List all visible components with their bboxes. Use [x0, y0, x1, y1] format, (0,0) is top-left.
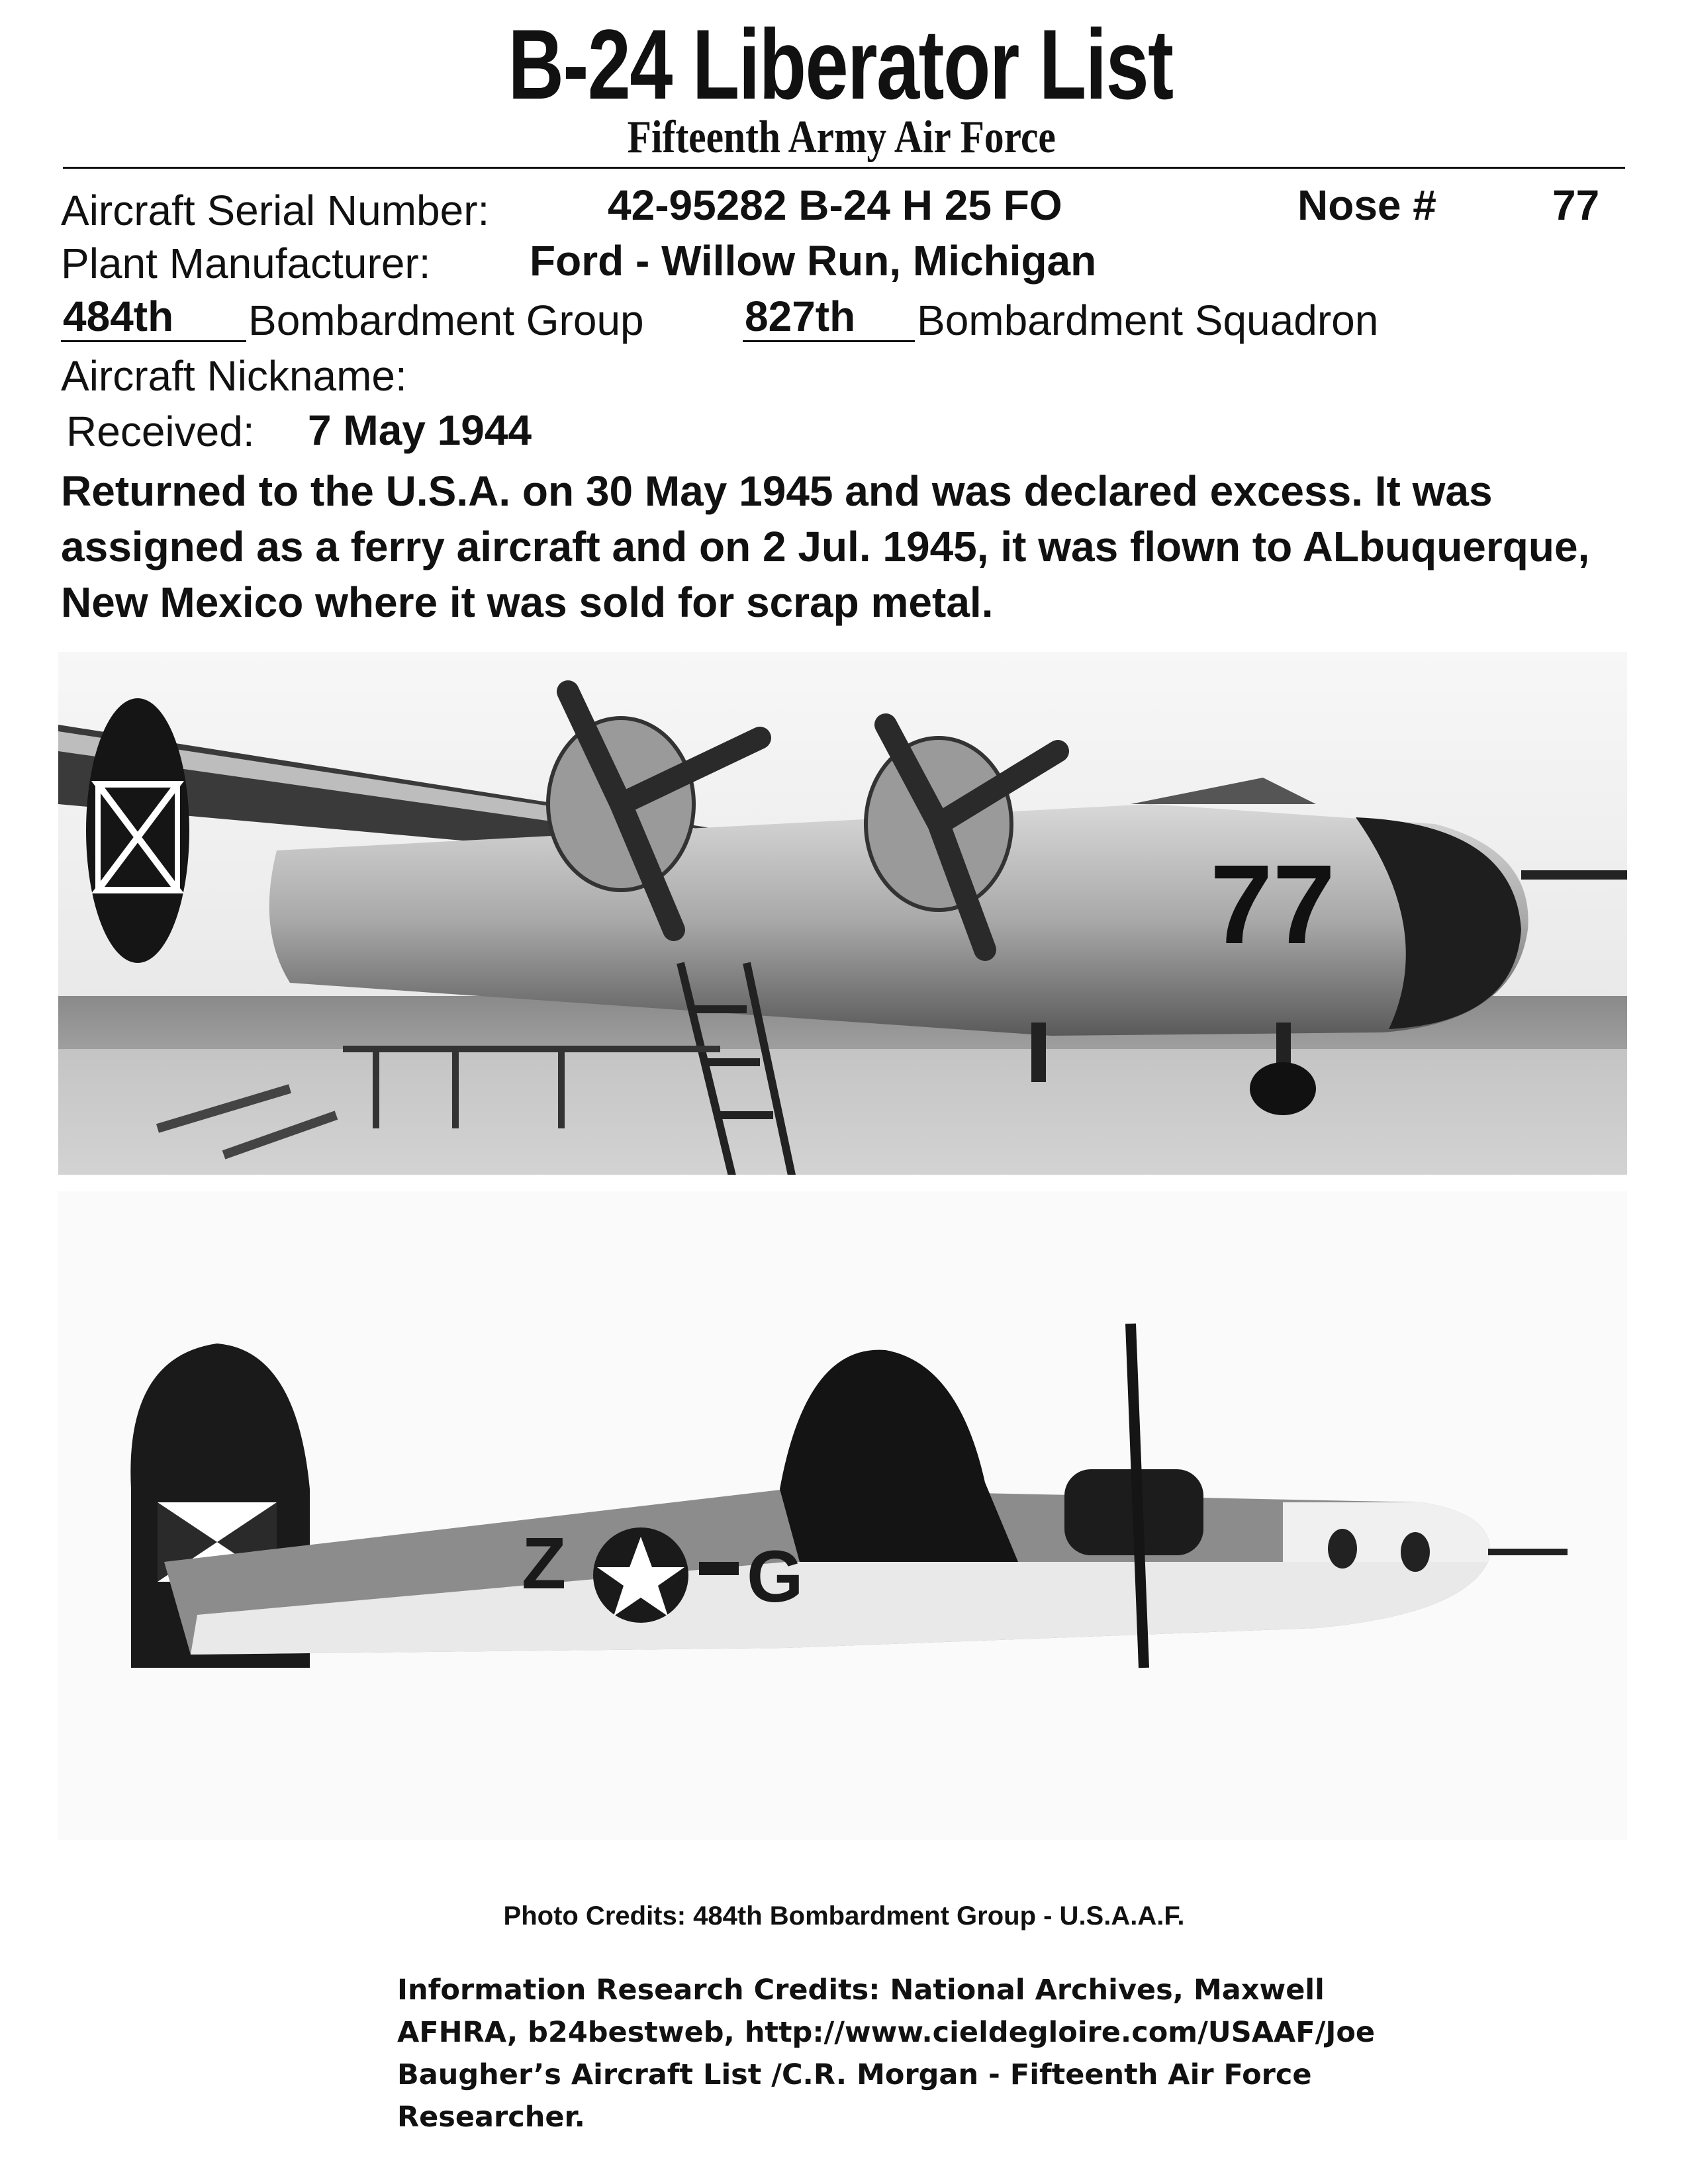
nickname-label: Aircraft Nickname:: [61, 352, 407, 400]
received-label: Received:: [66, 408, 255, 455]
group-underline: [61, 340, 246, 342]
page-subtitle: Fifteenth Army Air Force: [627, 112, 1056, 163]
photo-credits: Photo Credits: 484th Bombardment Group - U.S.A.A.F.: [503, 1901, 1185, 1931]
nose-value: 77: [1552, 181, 1600, 229]
serial-label: Aircraft Serial Number:: [61, 187, 490, 234]
photo-b24-ground: [58, 652, 1627, 1175]
fuselage-code-left: Z: [522, 1523, 567, 1604]
photo-b24-flight: [58, 1191, 1627, 1840]
plant-label: Plant Manufacturer:: [61, 240, 431, 287]
serial-value: 42-95282 B-24 H 25 FO: [608, 181, 1062, 229]
nose-number-marking: 77: [1210, 842, 1336, 968]
page-title: B-24 Liberator List: [508, 9, 1173, 120]
squadron-value: 827th: [745, 293, 856, 340]
received-value: 7 May 1944: [308, 406, 532, 454]
plant-value: Ford - Willow Run, Michigan: [530, 237, 1097, 285]
group-label: Bombardment Group: [248, 296, 644, 344]
group-value: 484th: [63, 293, 174, 340]
title-divider: [63, 167, 1625, 169]
squadron-label: Bombardment Squadron: [917, 296, 1379, 344]
service-history: Returned to the U.S.A. on 30 May 1945 and was declared excess. It was assigned as a ferry aircraft and on 2 Jul. 1945, it was flown to ALbuquerque, New Mexico where it was sold for scrap metal.: [61, 467, 1590, 626]
nose-label: Nose #: [1297, 181, 1436, 229]
research-credits: Information Research Credits: National Archives, Maxwell AFHRA, b24bestweb, http://www.cieldegloire.com/USAAF/Joe Baugher’s Aircraft List /C.R. Morgan - Fifteenth Air Force Researcher.: [397, 1974, 1376, 2134]
squadron-underline: [743, 340, 915, 342]
fuselage-code-right: G: [747, 1536, 804, 1617]
